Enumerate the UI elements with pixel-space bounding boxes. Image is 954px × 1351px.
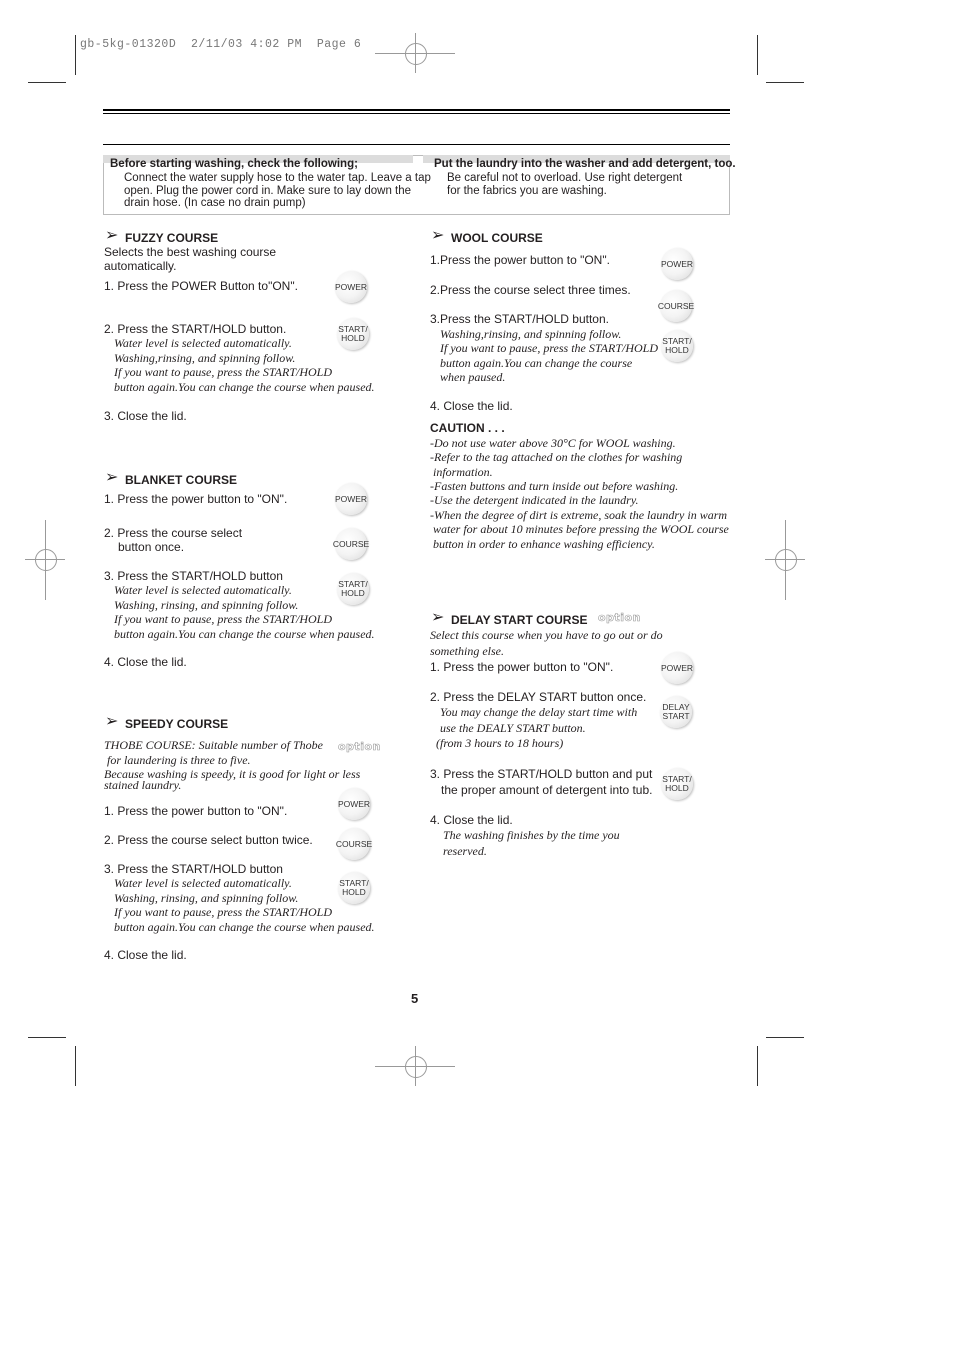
delay-note-2: use the DEALY START button. [440,721,586,735]
caution-line-5: -Use the detergent indicated in the laundry. [430,493,639,507]
wool-step-3: 3.Press the START/HOLD button. [430,312,609,326]
wool-note-4: when paused. [440,370,506,384]
fuzzy-step-3: 3. Close the lid. [104,409,187,423]
arrow-right-icon: ➢ [431,225,445,244]
course-button-icon: COURSE [335,528,367,560]
wool-step-4: 4. Close the lid. [430,399,513,413]
arrow-right-icon: ➢ [431,607,445,626]
power-button-icon: POWER [335,271,367,303]
arrow-right-icon: ➢ [105,467,119,486]
speedy-step-2: 2. Press the course select button twice. [104,833,313,847]
speedy-note-2: Washing, rinsing, and spinning follow. [114,891,299,905]
caution-title: CAUTION . . . [430,421,505,435]
delay-step-3-line-1: 3. Press the START/HOLD button and put [430,767,653,781]
start-hold-button-icon: START/ HOLD [661,330,693,362]
fuzzy-title: FUZZY COURSE [125,231,219,245]
delay-title: DELAY START COURSE [451,613,588,627]
wool-step-1: 1.Press the power button to "ON". [430,253,610,267]
speedy-note-1: Water level is selected automatically. [114,876,292,890]
blanket-note-2: Washing, rinsing, and spinning follow. [114,598,299,612]
wool-title: WOOL COURSE [451,231,543,245]
fuzzy-note-3: If you want to pause, press the START/HOLD [114,365,332,379]
delay-start-button-icon: DELAY START [660,696,692,728]
option-badge: option [598,611,641,624]
start-hold-button-icon: START/ HOLD [661,768,693,800]
course-button-icon: COURSE [338,828,370,860]
option-badge: option [338,740,381,753]
wool-step-2: 2.Press the course select three times. [430,283,631,297]
fuzzy-intro-1: Selects the best washing course [104,245,277,259]
page-number: 5 [411,991,419,1006]
wool-note-3: button again.You can change the course [440,356,633,370]
header-rule-thick [103,109,730,111]
arrow-right-icon: ➢ [105,225,119,244]
power-button-icon: POWER [661,652,693,684]
power-button-icon: POWER [661,248,693,280]
blanket-note-1: Water level is selected automatically. [114,583,292,597]
notice-right-title: Put the laundry into the washer and add detergent, too. [434,158,736,170]
delay-step-1: 1. Press the power button to "ON". [430,660,614,674]
blanket-step-4: 4. Close the lid. [104,655,187,669]
fuzzy-step-2: 2. Press the START/HOLD button. [104,322,287,336]
blanket-note-4: button again.You can change the course when paused. [114,627,375,641]
power-button-icon: POWER [338,788,370,820]
fuzzy-intro-2: automatically. [104,259,177,273]
delay-step-2: 2. Press the DELAY START button once. [430,690,647,704]
delay-intro-1: Select this course when you have to go out or do [430,628,663,642]
caution-line-7: water for about 10 minutes before pressing the WOOL course [433,522,729,536]
delay-note-1: You may change the delay start time with [440,705,638,719]
power-button-icon: POWER [335,483,367,515]
fuzzy-note-1: Water level is selected automatically. [114,336,292,350]
blanket-note-3: If you want to pause, press the START/HOLD [114,612,332,626]
speedy-thobe-2: for laundering is three to five. [107,753,251,767]
speedy-note-3: If you want to pause, press the START/HOLD [114,905,332,919]
speedy-because-2: stained laundry. [104,778,182,792]
delay-note-3: (from 3 hours to 18 hours) [436,736,564,750]
caution-line-8: button in order to enhance washing efficiency. [433,537,655,551]
delay-intro-2: something else. [430,644,504,658]
printer-slug: gb-5kg-01320D 2/11/03 4:02 PM Page 6 [80,38,362,51]
speedy-step-1: 1. Press the power button to "ON". [104,804,288,818]
blanket-step-1: 1. Press the power button to "ON". [104,492,288,506]
blanket-step-2-line-2: button once. [118,540,185,554]
notice-left-title: Before starting washing, check the following; [110,158,358,170]
delay-step-3-line-2: the proper amount of detergent into tub. [441,783,653,797]
start-hold-button-icon: START/ HOLD [337,573,369,605]
caution-line-1: -Do not use water above 30°C for WOOL washing. [430,436,676,450]
start-hold-button-icon: START/ HOLD [338,872,370,904]
caution-line-6: -When the degree of dirt is extreme, soak the laundry in warm [430,508,728,522]
speedy-thobe-1: THOBE COURSE: Suitable number of Thobe [104,738,323,752]
blanket-step-3: 3. Press the START/HOLD button [104,569,283,583]
notice-right-text: Be careful not to overload. Use right detergent for the fabrics you are washing. [447,172,683,197]
header-rule-lower [103,144,730,145]
caution-line-3: information. [433,465,493,479]
delay-note4-2: reserved. [443,844,487,858]
course-button-icon: COURSE [660,290,692,322]
blanket-title: BLANKET COURSE [125,473,238,487]
fuzzy-note-4: button again.You can change the course when paused. [114,380,375,394]
wool-note-1: Washing,rinsing, and spinning follow. [440,327,622,341]
notice-left-text: Connect the water supply hose to the water tap. Leave a tap open. Plug the power cord in. Make sure to lay down the drain hose. (In case no drain pump) [124,172,431,209]
delay-step-4: 4. Close the lid. [430,813,513,827]
fuzzy-step-1: 1. Press the POWER Button to"ON". [104,279,298,293]
fuzzy-note-2: Washing,rinsing, and spinning follow. [114,351,296,365]
arrow-right-icon: ➢ [105,711,119,730]
caution-line-2: -Refer to the tag attached on the clothes for washing [430,450,683,464]
speedy-step-4: 4. Close the lid. [104,948,187,962]
start-hold-button-icon: START/ HOLD [337,318,369,350]
speedy-note-4: button again.You can change the course when paused. [114,920,375,934]
speedy-title: SPEEDY COURSE [125,717,229,731]
header-rule-thin [103,113,730,114]
blanket-step-2-line-1: 2. Press the course select [104,526,243,540]
speedy-because-1: Because washing is speedy, it is good for light or less [104,767,361,781]
speedy-step-3: 3. Press the START/HOLD button [104,862,283,876]
delay-note4-1: The washing finishes by the time you [443,828,620,842]
caution-line-4: -Fasten buttons and turn inside out before washing. [430,479,679,493]
wool-note-2: If you want to pause, press the START/HOLD [440,341,658,355]
